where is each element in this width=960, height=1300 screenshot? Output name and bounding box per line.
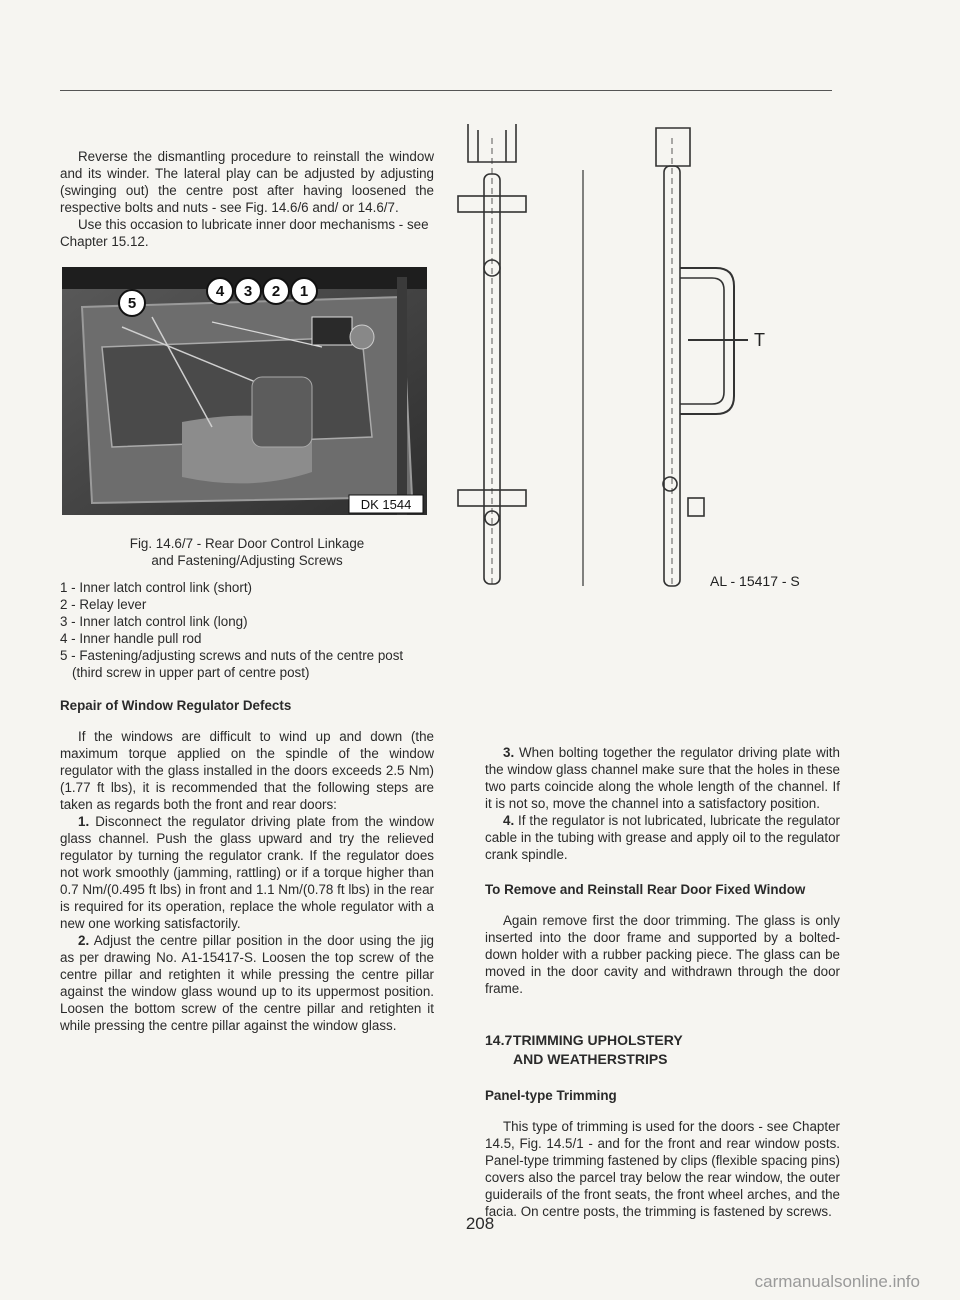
- jig-drawing: [448, 118, 848, 598]
- step-1-text: Disconnect the regulator driving plate from the window glass channel. Push the glass upward and try the relieved regulator by turning the regulator crank. If the regulator does not work smoothly (jamming, rattling) or if a torque higher than 0.7 Nm/(0.495 ft lbs) in front and 1.1 Nm/(0.78 ft lbs) in the rear is required for its operation, replace the whole regulator with a new one working satisfactorily.: [60, 814, 434, 931]
- left-column: [60, 148, 434, 1034]
- legend-item: 5 - Fastening/adjusting screws and nuts of the centre post: [60, 648, 404, 663]
- step-4: [485, 812, 840, 863]
- watermark: carmanualsonline.info: [754, 1272, 920, 1291]
- fixed-window-paragraph: Again remove first the door trimming. The glass is only inserted into the door frame and supported by a bolted-down holder with a rubber packing piece. The glass can be moved in the door cavity and withdrawn through the door frame.: [485, 913, 840, 996]
- section-title-line-2: AND WEATHERSTRIPS: [513, 1051, 668, 1067]
- page-number: 208: [465, 1214, 495, 1233]
- step-2-text: Adjust the centre pillar position in the door using the jig as per drawing No. A1-15417-S. Loosen the top screw of the centre pillar and retighten it while pressing the centre pillar against the window glass wound up to its uppermost position. Loosen the bottom screw of the centre pillar and retighten it while pressing the centre pillar against the window glass.: [60, 933, 435, 1033]
- legend-item: 3 - Inner latch control link (long): [60, 614, 248, 629]
- step-3: [485, 744, 840, 812]
- step-4-number: 4.: [503, 813, 515, 828]
- legend-note: (third screw in upper part of centre post): [72, 665, 310, 680]
- photo-tag: DK 1544: [360, 497, 412, 512]
- repair-heading: Repair of Window Regulator Defects: [60, 698, 292, 713]
- section-number: 14.7: [485, 1032, 513, 1048]
- door-linkage-photo: [62, 267, 427, 515]
- legend-list: [60, 579, 434, 681]
- step-1: [60, 813, 434, 932]
- callout-5-label: 5: [127, 295, 137, 312]
- legend-item: 1 - Inner latch control link (short): [60, 580, 253, 595]
- top-rule: [60, 90, 832, 91]
- panel-paragraph: This type of trimming is used for the doors - see Chapter 14.5, Fig. 14.5/1 - and for the front and rear window posts. Panel-type trimming fastened by clips (flexible spacing pins) covers also the parcel tray below the rear window, the outer guiderails of the front seats, the front wheel arches, and the facia. On centre posts, the trimming is fastened by screws.: [485, 1119, 841, 1219]
- section-title-line-1: TRIMMING UPHOLSTERY: [512, 1032, 683, 1048]
- drawing-number: AL - 15417 - S: [710, 573, 800, 589]
- step-2: [60, 932, 434, 1034]
- figure-caption: [60, 535, 434, 569]
- fixed-window-heading: To Remove and Reinstall Rear Door Fixed Window: [485, 882, 806, 897]
- caption-line-1: Fig. 14.6/7 - Rear Door Control Linkage: [129, 536, 365, 551]
- right-column: [485, 744, 840, 1220]
- panel-heading: Panel-type Trimming: [485, 1088, 617, 1103]
- callout-1-label: 1: [299, 283, 309, 300]
- callout-2-label: 2: [271, 283, 281, 300]
- legend-item: 4 - Inner handle pull rod: [60, 631, 202, 646]
- lubricate-note: Use this occasion to lubricate inner door mechanisms - see Chapter 15.12.: [60, 217, 429, 249]
- callout-3-label: 3: [243, 283, 253, 300]
- intro-paragraph: Reverse the dismantling procedure to reinstall the window and its winder. The lateral play can be adjusted by adjusting (swinging out) the centre post after having loosened the respective bolts and nuts - see Fig. 14.6/6 and/ or 14.6/7.: [60, 149, 434, 215]
- step-4-text: If the regulator is not lubricated, lubricate the regulator cable in the tubing with grease and apply oil to the regulator crank spindle.: [485, 813, 840, 862]
- step-3-text: When bolting together the regulator driving plate with the window glass channel make sure that the holes in these two parts coincide along the whole length of the channel. If it is not so, move the channel into a satisfactory position.: [485, 745, 840, 811]
- callout-4-label: 4: [215, 283, 225, 300]
- legend-item: 2 - Relay lever: [60, 597, 147, 612]
- repair-paragraph: If the windows are difficult to wind up and down (the maximum torque applied on the spindle of the window regulator with the glass installed in the doors exceeds 2.5 Nm) (1.77 ft lbs), it is recommended that the following steps are taken as regards both the front and rear doors:: [60, 729, 434, 812]
- step-3-number: 3.: [503, 745, 515, 760]
- caption-line-2: and Fastening/Adjusting Screws: [151, 553, 343, 568]
- label-t: T: [754, 330, 765, 350]
- step-2-number: 2.: [78, 933, 90, 948]
- step-1-number: 1.: [78, 814, 90, 829]
- section-heading: [485, 1031, 840, 1069]
